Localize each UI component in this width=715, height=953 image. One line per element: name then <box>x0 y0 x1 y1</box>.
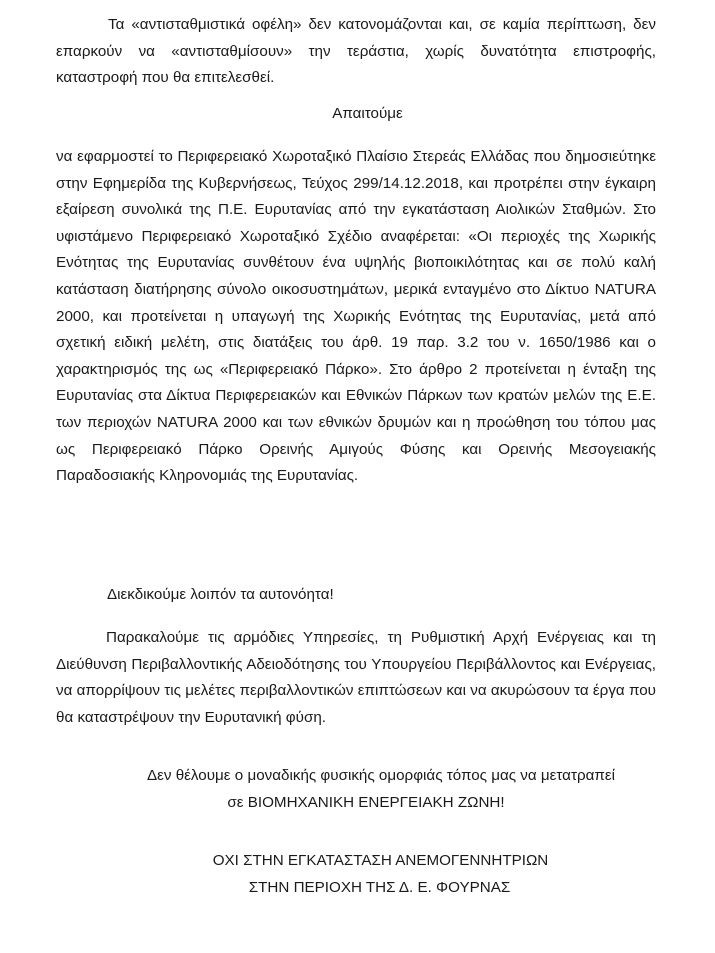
paragraph-regional-spatial-plan: να εφαρμοστεί το Περιφερειακό Χωροταξικό Πλαίσιο Στερεάς Ελλάδας που δημοσιεύτηκε στην Εφημερίδα της Κυβερνήσεως, Τεύχος 299/14.12.2018, και προτρέπει στην έγκαιρη εξαίρεση συνολικά της Π.Ε. Ευρυτανίας από την εγκατάσταση Αιολικών Σταθμών. Στο υφιστάμενο Περιφερειακό Χωροταξικό Σχέδιο αναφέρεται: «Οι περιοχές της Χωρικής Ενότητας της Ευρυτανίας συνθέτουν ένα υψηλής βιοποικιλότητας και σε πολύ καλή κατάσταση διατήρησης σύνολο οικοσυστημάτων, μερικά ενταγμένο στο Δίκτυο NATURA 2000, και προτείνεται η υπαγωγή της Χωρικής Ενότητας της Ευρυτανίας, μετά από σχετική ειδική μελέτη, στις διατάξεις του άρθ. 19 παρ. 3.2 του ν. 1650/1986 και ο χαρακτηρισμός της ως «Περιφερειακό Πάρκο». Στο άρθρο 2 προτείνεται η ένταξη της Ευρυτανίας στα Δίκτυα Περιφερειακών και Εθνικών Πάρκων των κρατών μελών της Ε.Ε. των περιοχών NATURA 2000 και των εθνικών δρυμών και η προώθηση του τόπου μας ως Περιφερειακό Πάρκο Ορεινής Αμιγούς Φύσης και Ορεινής Μεσογειακής Παραδοσιακής Κληρονομιάς της Ευρυτανίας. <box>56 148 656 485</box>
slogan <box>0 848 715 901</box>
heading-we-demand: Απαιτούμε <box>332 105 403 122</box>
paragraph-compensatory-benefits: Τα «αντισταθμιστικά οφέλη» δεν κατονομάζονται και, σε καμία περίπτωση, δεν επαρκούν να «αντισταθμίσουν» την τεράστια, χωρίς δυνατότητα επιστροφής, καταστροφή που θα επιτελεσθεί. <box>56 16 656 87</box>
closing-line-2: σε ΒΙΟΜΗΧΑΝΙΚΗ ΕΝΕΡΓΕΙΑΚΗ ΖΩΝΗ! <box>227 793 505 811</box>
closing-line-1: Δεν θέλουμε ο μοναδικής φυσικής ομορφιάς τόπος μας να μετατραπεί <box>146 767 616 784</box>
paragraph-request-authorities: Παρακαλούμε τις αρμόδιες Υπηρεσίες, τη Ρυθμιστική Αρχή Ενέργειας και τη Διεύθυνση Περιβαλλοντικής Αδειοδότησης του Υπουργείου Περιβάλλοντος και Ενέργειας, να απορρίψουν τις μελέτες περιβαλλοντικών επιπτώσεων και να ακυρώσουν τα έργα που θα καταστρέψουν την Ευρυτανική φύση. <box>56 629 656 726</box>
slogan-line-2: ΣΤΗΝ ΠΕΡΙΟΧΗ ΤΗΣ Δ. Ε. ΦΟΥΡΝΑΣ <box>248 878 511 896</box>
slogan-line-1: ΟΧΙ ΣΤΗΝ ΕΓΚΑΤΑΣΤΑΣΗ ΑΝΕΜΟΓΕΝΝΗΤΡΙΩΝ <box>212 852 549 869</box>
paragraph-claim-obvious: Διεκδικούμε λοιπόν τα αυτονόητα! <box>107 586 334 603</box>
closing-statement <box>56 763 656 816</box>
